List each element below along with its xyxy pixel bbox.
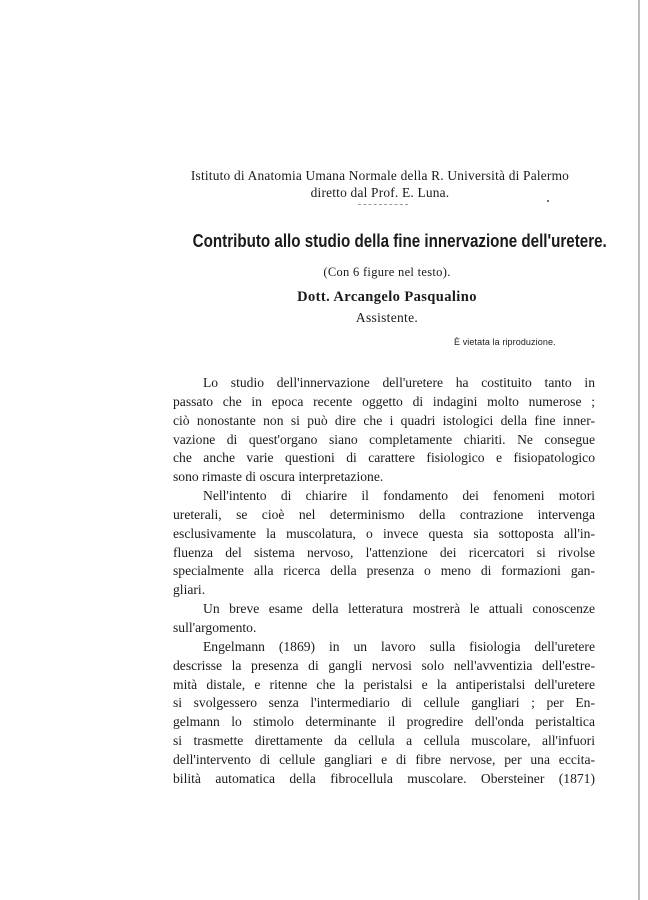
text-line: mità distale, e ritenne che la peristalsi e la antiperistalsi dell'uretere xyxy=(173,676,595,692)
text-line: sull'argomento. xyxy=(173,619,257,635)
body-text xyxy=(173,374,595,789)
text-line: Lo studio dell'innervazione dell'uretere ha costituito tanto in xyxy=(203,375,595,390)
text-line: ciò nonostante non si può dire che i quadri istologici della fine inner- xyxy=(173,412,595,428)
text-line: fluenza del sistema nervoso, l'attenzione dei ricercatori si rivolse xyxy=(173,544,595,560)
text-line: vazione di quest'organo siano completamente chiariti. Ne consegue xyxy=(173,431,595,447)
article-title: Contributo allo studio della fine innervazione dell'uretere. xyxy=(192,230,607,251)
speck xyxy=(547,200,549,202)
author-name: Dott. Arcangelo Pasqualino xyxy=(297,289,477,305)
page-edge-line xyxy=(638,0,640,900)
text-line: bilità automatica della fibrocellula muscolare. Obersteiner (1871) xyxy=(173,770,595,786)
text-line: specialmente alla ricerca della presenza o meno di formazioni gan- xyxy=(173,563,595,579)
text-line: gelmann lo stimolo determinante il progredire dell'onda peristaltica xyxy=(173,714,595,730)
text-line: Engelmann (1869) in un lavoro sulla fisiologia dell'uretere xyxy=(203,638,595,654)
text-line: gliari. xyxy=(173,582,206,598)
text-line: che anche varie questioni di carattere fisiologico e fisiopatologico xyxy=(173,450,595,466)
text-line: passato che in epoca recente oggetto di indagini molto numerose ; xyxy=(173,393,595,409)
text-line: sono rimaste di oscura interpretazione. xyxy=(173,469,384,485)
text-line: esclusivamente la muscolatura, o invece questa sia sottoposta all'in- xyxy=(173,525,595,541)
figure-note: (Con 6 figure nel testo). xyxy=(323,265,451,279)
rights-notice: È vietata la riproduzione. xyxy=(454,337,556,347)
header-rule xyxy=(358,204,408,206)
institute-header-line-1: Istituto di Anatomia Umana Normale della R. Università di Palermo xyxy=(190,168,570,183)
text-line: si trasmette direttamente da cellula a cellula muscolare, all'infuori xyxy=(173,733,595,749)
text-line: ureterali, se cioè nel determinismo della contrazione intervenga xyxy=(173,506,595,522)
director-text: diretto dal Prof. E. Luna. xyxy=(310,185,450,200)
text-line: descrisse la presenza di gangli nervosi solo nell'avventizia dell'estre- xyxy=(173,657,595,673)
text-line: dell'intervento di cellule gangliari e di fibre nervose, per una eccita- xyxy=(173,751,595,767)
institute-header-line-2 xyxy=(150,184,610,201)
author-role: Assistente. xyxy=(355,310,419,325)
text-line: Un breve esame della letteratura mostrerà le attuali conoscenze xyxy=(203,601,595,617)
text-line: Nell'intento di chiarire il fondamento dei fenomeni motori xyxy=(203,488,595,504)
text-line: si svolgessero senza l'intermediario di cellule gangliari ; per En- xyxy=(173,695,595,711)
